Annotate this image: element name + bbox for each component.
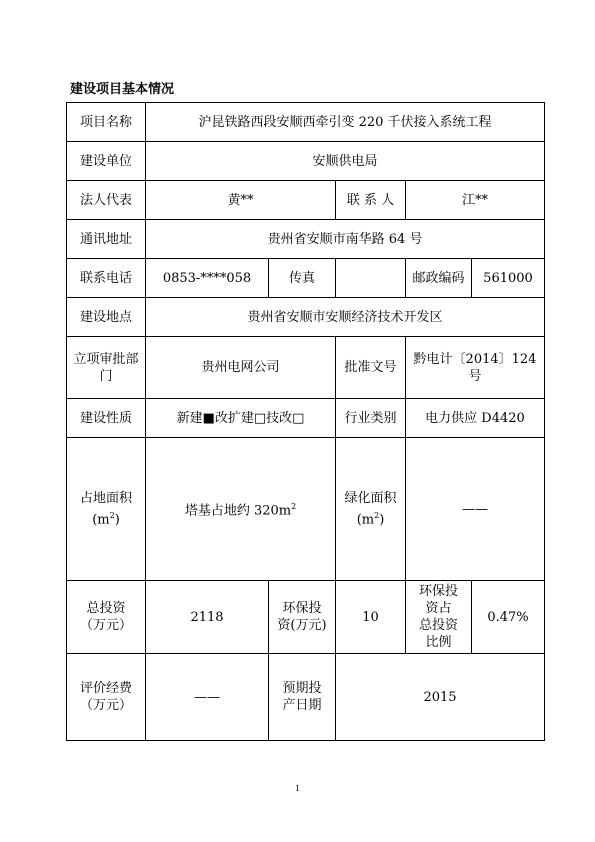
env-invest-value: 10 — [336, 581, 406, 654]
phone-value: 0853-****058 — [146, 259, 269, 298]
row-project-name — [67, 103, 545, 142]
land-area-value: 塔基占地约 $320m^2$ — [146, 438, 336, 581]
postcode-label: 邮政编码 — [406, 259, 472, 298]
page-title: 建设项目基本情况 — [70, 82, 175, 97]
location-label: 建设地点 — [67, 298, 146, 337]
green-area-label — [336, 438, 406, 581]
nature-label: 建设性质 — [67, 399, 146, 438]
green-area-label-text: 绿化面积 — [344, 490, 397, 506]
industry-label: 行业类别 — [336, 399, 406, 438]
row-location — [67, 298, 545, 337]
contact-value: 江** — [406, 181, 545, 220]
env-invest-label: 环保投 资(万元) — [269, 581, 336, 654]
green-area-unit: $(m^2)$ — [356, 510, 385, 528]
env-ratio-label: 环保投 资占 总投资 比例 — [406, 581, 472, 654]
industry-value: 电力供应 D4420 — [406, 399, 545, 438]
legal-rep-value: 黄** — [146, 181, 336, 220]
phone-label: 联系电话 — [67, 259, 146, 298]
land-area-unit: $(m^2)$ — [92, 510, 120, 528]
address-label: 通讯地址 — [67, 220, 146, 259]
page-number: 1 — [295, 783, 300, 793]
land-area-label — [67, 438, 146, 581]
approval-dept-value: 贵州电网公司 — [146, 337, 336, 399]
contact-label: 联 系 人 — [336, 181, 406, 220]
expected-date-label: 预期投 产日期 — [269, 654, 336, 741]
row-investment — [67, 581, 545, 654]
fax-label: 传真 — [269, 259, 336, 298]
location-value: 贵州省安顺市安顺经济技术开发区 — [146, 298, 545, 337]
project-info-table — [66, 102, 545, 741]
approval-doc-value: 黔电计〔2014〕124 号 — [406, 337, 545, 399]
row-legal-rep — [67, 181, 545, 220]
project-name-value: 沪昆铁路西段安顺西牵引变 220 千伏接入系统工程 — [146, 103, 545, 142]
row-address — [67, 220, 545, 259]
nature-value: 新建■改扩建□技改□ — [146, 399, 336, 438]
approval-dept-label: 立项审批部门 — [67, 337, 146, 399]
row-nature — [67, 399, 545, 438]
row-builder — [67, 142, 545, 181]
approval-doc-label: 批准文号 — [336, 337, 406, 399]
builder-value: 安顺供电局 — [146, 142, 545, 181]
row-area — [67, 438, 545, 581]
address-value: 贵州省安顺市南华路 64 号 — [146, 220, 545, 259]
row-approval — [67, 337, 545, 399]
row-phone — [67, 259, 545, 298]
land-area-label-text: 占地面积 — [79, 490, 132, 506]
env-ratio-value: 0.47% — [472, 581, 545, 654]
total-invest-label: 总投资 （万元） — [67, 581, 146, 654]
fax-value — [336, 259, 406, 298]
total-invest-value: 2118 — [146, 581, 269, 654]
green-area-value: —— — [406, 438, 545, 581]
row-eval — [67, 654, 545, 741]
project-name-label: 项目名称 — [67, 103, 146, 142]
legal-rep-label: 法人代表 — [67, 181, 146, 220]
eval-fee-label: 评价经费 （万元） — [67, 654, 146, 741]
postcode-value: 561000 — [472, 259, 545, 298]
expected-date-value: 2015 — [336, 654, 545, 741]
builder-label: 建设单位 — [67, 142, 146, 181]
eval-fee-value: —— — [146, 654, 269, 741]
